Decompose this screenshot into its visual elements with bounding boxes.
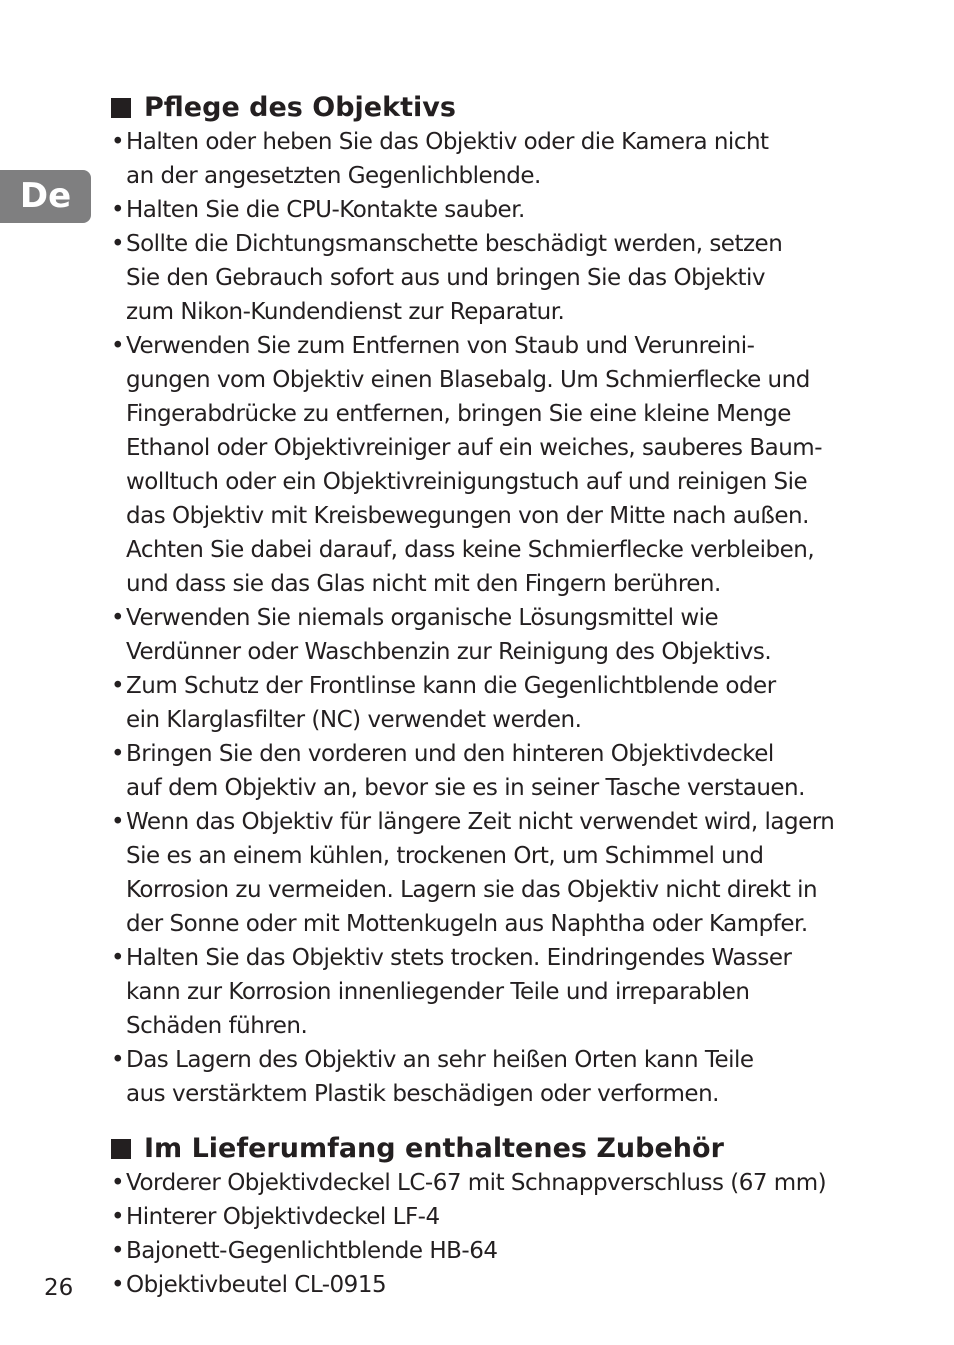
list-item-line: Achten Sie dabei darauf, dass keine Schmierflecke verbleiben, bbox=[126, 537, 815, 563]
list-item-line: Sie es an einem kühlen, trockenen Ort, um Schimmel und bbox=[126, 843, 764, 869]
list-item-line: der Sonne oder mit Mottenkugeln aus Naphtha oder Kampfer. bbox=[126, 911, 808, 937]
list-item-line: das Objektiv mit Kreisbewegungen von der Mitte nach außen. bbox=[126, 503, 809, 529]
bullet-dot-icon: • bbox=[111, 333, 125, 359]
section-supplied-accessories bbox=[111, 1132, 856, 1302]
list-item-line: Bajonett-Gegenlichtblende HB-64 bbox=[126, 1238, 498, 1264]
bullet-dot-icon: • bbox=[111, 1047, 125, 1073]
list-item-line: Das Lagern des Objektiv an sehr heißen Orten kann Teile bbox=[126, 1047, 754, 1073]
bullet-dot-icon: • bbox=[111, 945, 125, 971]
bullet-list bbox=[111, 125, 856, 1111]
list-item-line: Ethanol oder Objektivreiniger auf ein weiches, sauberes Baum- bbox=[126, 435, 823, 461]
list-item-line: Verdünner oder Waschbenzin zur Reinigung des Objektivs. bbox=[126, 639, 772, 665]
bullet-dot-icon: • bbox=[111, 809, 125, 835]
list-item-line: aus verstärktem Plastik beschädigen oder verformen. bbox=[126, 1081, 719, 1107]
list-item-line: wolltuch oder ein Objektivreinigungstuch auf und reinigen Sie bbox=[126, 469, 808, 495]
section-title-text: Im Lieferumfang enthaltenes Zubehör bbox=[144, 1133, 724, 1164]
bullet-dot-icon: • bbox=[111, 197, 125, 223]
list-item-line: an der angesetzten Gegenlichblende. bbox=[126, 163, 541, 189]
list-item bbox=[111, 125, 856, 193]
list-item-line: gungen vom Objektiv einen Blasebalg. Um Schmierflecke und bbox=[126, 367, 810, 393]
square-bullet-icon bbox=[111, 98, 131, 118]
section-lens-care bbox=[111, 91, 856, 1111]
list-item-line: auf dem Objektiv an, bevor sie es in seiner Tasche verstauen. bbox=[126, 775, 805, 801]
bullet-dot-icon: • bbox=[111, 741, 125, 767]
list-item bbox=[111, 1200, 856, 1234]
list-item bbox=[111, 227, 856, 329]
list-item bbox=[111, 1268, 856, 1302]
list-item-line: Halten Sie die CPU-Kontakte sauber. bbox=[126, 197, 525, 223]
list-item-line: kann zur Korrosion innenliegender Teile und irreparablen bbox=[126, 979, 750, 1005]
list-item-line: Halten Sie das Objektiv stets trocken. Eindringendes Wasser bbox=[126, 945, 792, 971]
list-item-line: Sollte die Dichtungsmanschette beschädigt werden, setzen bbox=[126, 231, 783, 257]
language-tab: De bbox=[0, 170, 91, 223]
section-title-text: Pflege des Objektivs bbox=[144, 92, 456, 123]
list-item-line: Wenn das Objektiv für längere Zeit nicht verwendet wird, lagern bbox=[126, 809, 835, 835]
bullet-dot-icon: • bbox=[111, 605, 125, 631]
list-item-line: Objektivbeutel CL-0915 bbox=[126, 1272, 387, 1298]
list-item-line: Fingerabdrücke zu entfernen, bringen Sie eine kleine Menge bbox=[126, 401, 791, 427]
list-item-line: Korrosion zu vermeiden. Lagern sie das Objektiv nicht direkt in bbox=[126, 877, 818, 903]
list-item-line: Bringen Sie den vorderen und den hinteren Objektivdeckel bbox=[126, 741, 774, 767]
bullet-dot-icon: • bbox=[111, 1170, 125, 1196]
page-number: 26 bbox=[44, 1275, 74, 1301]
list-item bbox=[111, 193, 856, 227]
list-item bbox=[111, 805, 856, 941]
list-item bbox=[111, 737, 856, 805]
list-item-line: ein Klarglasfilter (NC) verwendet werden. bbox=[126, 707, 582, 733]
list-item-line: Hinterer Objektivdeckel LF-4 bbox=[126, 1204, 440, 1230]
bullet-dot-icon: • bbox=[111, 1204, 125, 1230]
list-item-line: Verwenden Sie zum Entfernen von Staub und Verunreini- bbox=[126, 333, 755, 359]
list-item bbox=[111, 601, 856, 669]
list-item bbox=[111, 669, 856, 737]
list-item bbox=[111, 1166, 856, 1200]
list-item-line: und dass sie das Glas nicht mit den Fingern berühren. bbox=[126, 571, 721, 597]
section-title bbox=[111, 1132, 856, 1166]
bullet-list bbox=[111, 1166, 856, 1302]
list-item bbox=[111, 1043, 856, 1111]
list-item-line: Vorderer Objektivdeckel LC-67 mit Schnappverschluss (67 mm) bbox=[126, 1170, 827, 1196]
list-item-line: Sie den Gebrauch sofort aus und bringen Sie das Objektiv bbox=[126, 265, 766, 291]
bullet-dot-icon: • bbox=[111, 231, 125, 257]
list-item bbox=[111, 941, 856, 1043]
list-item-line: Halten oder heben Sie das Objektiv oder die Kamera nicht bbox=[126, 129, 769, 155]
square-bullet-icon bbox=[111, 1139, 131, 1159]
bullet-dot-icon: • bbox=[111, 1272, 125, 1298]
list-item bbox=[111, 1234, 856, 1268]
list-item-line: Zum Schutz der Frontlinse kann die Gegenlichtblende oder bbox=[126, 673, 776, 699]
list-item bbox=[111, 329, 856, 601]
bullet-dot-icon: • bbox=[111, 1238, 125, 1264]
list-item-line: Schäden führen. bbox=[126, 1013, 308, 1039]
bullet-dot-icon: • bbox=[111, 129, 125, 155]
bullet-dot-icon: • bbox=[111, 673, 125, 699]
section-title bbox=[111, 91, 856, 125]
list-item-line: zum Nikon-Kundendienst zur Reparatur. bbox=[126, 299, 565, 325]
list-item-line: Verwenden Sie niemals organische Lösungsmittel wie bbox=[126, 605, 719, 631]
